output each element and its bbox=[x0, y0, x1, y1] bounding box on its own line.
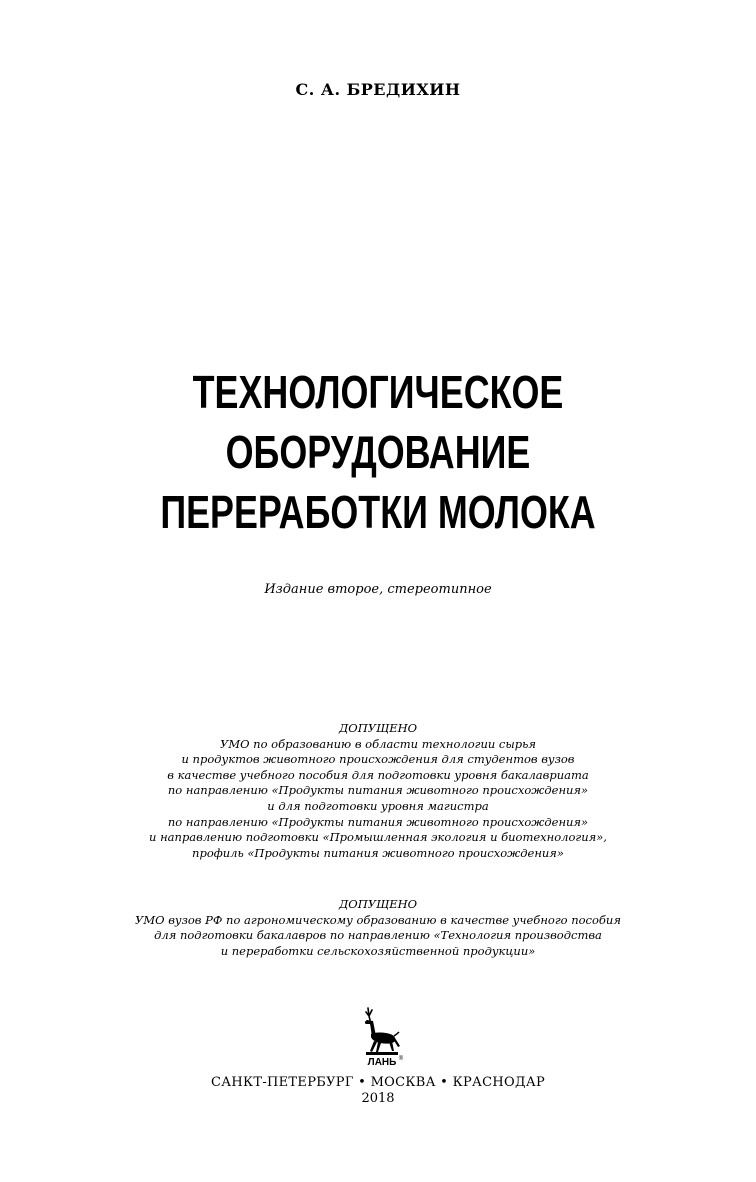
publication-year: 2018 bbox=[361, 1091, 395, 1106]
deer-logo-icon bbox=[356, 1006, 408, 1068]
book-title bbox=[0, 362, 756, 542]
approval-line: и продуктов животного происхождения для студентов вузов bbox=[181, 752, 575, 767]
publication-cities: САНКТ-ПЕТЕРБУРГ • МОСКВА • КРАСНОДАР bbox=[210, 1075, 546, 1090]
approval-line: и для подготовки уровня магистра bbox=[267, 798, 489, 813]
approval-line: и переработки сельскохозяйственной продукции» bbox=[220, 943, 536, 958]
approval-line: по направлению «Продукты питания животного происхождения» bbox=[167, 783, 589, 798]
book-title-line: ОБОРУДОВАНИЕ bbox=[225, 426, 531, 478]
logo-text: ЛАНЬ bbox=[367, 1057, 397, 1068]
author-name: С. А. БРЕДИХИН bbox=[295, 80, 461, 99]
approval-line: УМО по образованию в области технологии сырья bbox=[220, 736, 536, 751]
book-title-line: ТЕХНОЛОГИЧЕСКОЕ bbox=[192, 366, 564, 418]
approval-block-umo-agro bbox=[0, 897, 756, 959]
approval-heading: ДОПУЩЕНО bbox=[338, 721, 418, 735]
approval-heading: ДОПУЩЕНО bbox=[338, 897, 418, 911]
approval-line: по направлению «Продукты питания животного происхождения» bbox=[167, 814, 589, 829]
approval-line: и направлению подготовки «Промышленная экология и биотехнология», bbox=[149, 830, 607, 845]
edition-note: Издание второе, стереотипное bbox=[264, 582, 492, 597]
approval-line: УМО вузов РФ по агрономическому образованию в качестве учебного пособия bbox=[135, 912, 621, 927]
approval-line: для подготовки бакалавров по направлению «Технология производства bbox=[154, 928, 602, 943]
book-title-line: ПЕРЕРАБОТКИ МОЛОКА bbox=[160, 486, 596, 538]
registered-mark: ® bbox=[398, 1056, 404, 1062]
approval-line: профиль «Продукты питания животного происхождения» bbox=[192, 845, 564, 860]
approval-line: в качестве учебного пособия для подготовки уровня бакалавриата bbox=[167, 767, 589, 782]
approval-block-umo-food bbox=[0, 721, 756, 861]
